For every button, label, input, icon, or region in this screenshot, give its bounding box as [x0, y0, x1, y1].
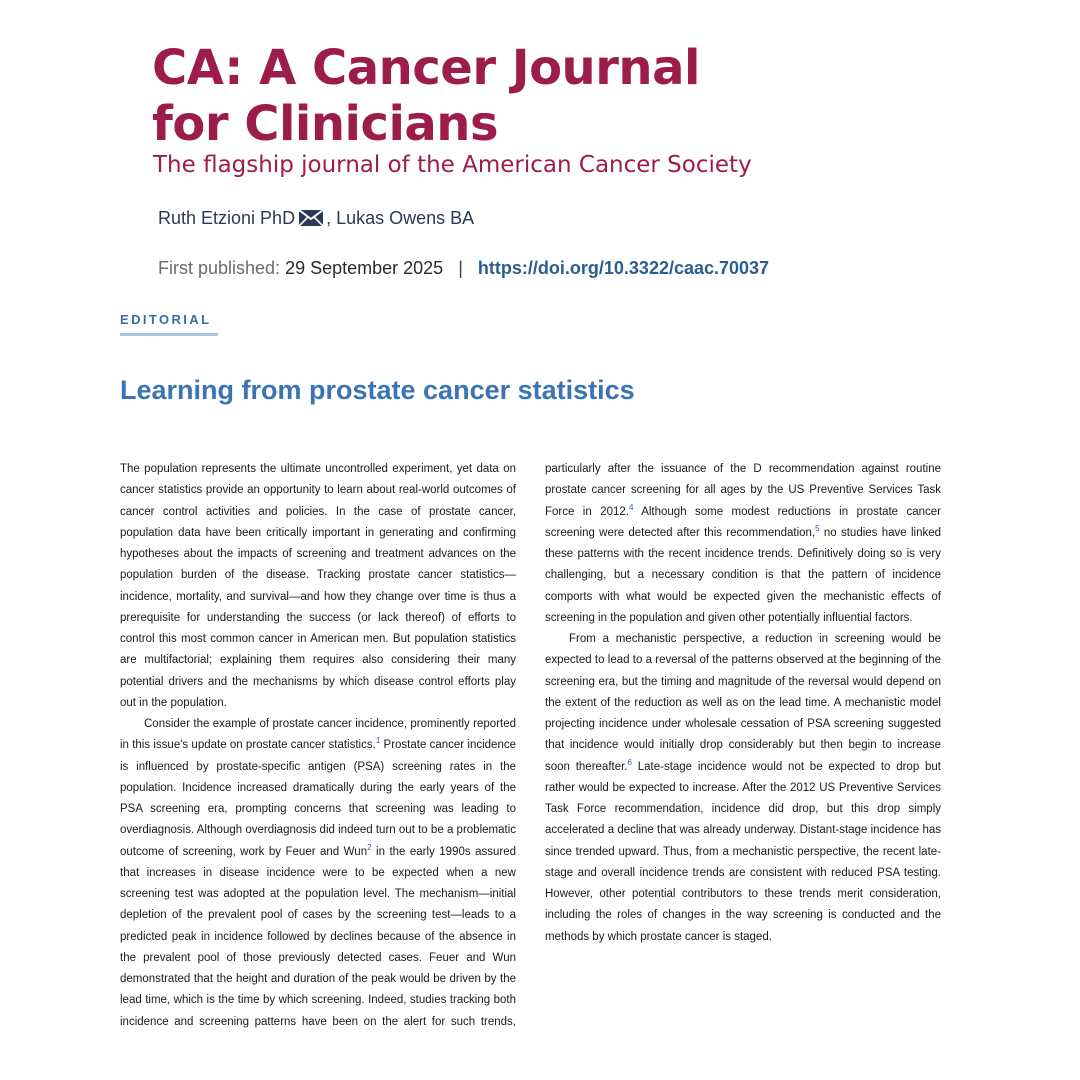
body-text: Late-stage incidence would not be expected to drop but rather would be expected to increase. After the 2012 US Preventive Services Task Force recommendation, incidence did drop, but this drop simply accelerated a decline that was already underway. Distant-stage incidence has since trended upward. Thus, from a mechanistic perspective, the recent late-stage and overall incidence trends are consistent with reduced PSA testing. However, other potential contributors to these trends merit consideration, including the roles of changes in the way screening is conducted and the methods by which prostate cancer is staged. — [545, 760, 941, 943]
published-label: First published: — [158, 258, 281, 278]
author-lukas-owens[interactable]: Lukas Owens BA — [336, 208, 475, 228]
reference-link[interactable]: 5 — [815, 523, 820, 533]
author-separator: , — [326, 208, 332, 228]
journal-title-line-1: CA: A Cancer Journal — [152, 40, 700, 96]
section-label: EDITORIAL — [120, 312, 218, 336]
body-text: Prostate cancer incidence is influenced by prostate-specific antigen (PSA) screening rates in the population. Incidence increased dramatically during the early years of the PSA screening era, prompting concerns that screening was leading to overdiagnosis. Although overdiagnosis did indeed turn out to be a problematic outcome of screening, work by Feuer and Wun — [120, 739, 516, 858]
body-paragraph-1: The population represents the ultimate uncontrolled experiment, yet data on cancer statistics provide an opportunity to learn about real-world outcomes of cancer control activities and policies. In the case of prostate cancer, population data have been critically important in generating and confirming hypotheses about the impacts of screening and treatment advances on the population burden of the disease. Tracking prostate cancer statistics—incidence, mortality, and survival—and how they change over time is thus a prerequisite for understanding the success (or lack thereof) of efforts to control this most common cancer in American men. But population statistics are multifactorial; explaining them requires also considering their many potential drivers and the mechanisms by which disease control efforts play out in the population. — [120, 463, 516, 709]
article-title: Learning from prostate cancer statistics — [120, 375, 635, 405]
journal-title-line-2: for Clinicians — [152, 96, 499, 152]
body-text: From a mechanistic perspective, a reduction in screening would be expected to lead to a reversal of the patterns observed at the beginning of the screening era, but the timing and magnitude of the reversal would depend on the extent of the reduction as well as on the lead time. A mechanistic model projecting incidence under wholesale cessation of PSA screening suggested that incidence would initially drop considerably but then begin to increase soon thereafter. — [545, 633, 941, 773]
journal-title — [152, 40, 700, 152]
body-text: Although some modest reductions in prostate cancer screening were detected after this recommendation, — [545, 505, 941, 539]
doi-link[interactable]: https://doi.org/10.3322/caac.70037 — [477, 258, 770, 278]
author-list — [158, 205, 474, 231]
article-body-column-left — [120, 459, 941, 1049]
body-text: Consider the example of prostate cancer incidence, prominently reported in this issue's update on prostate cancer statistics. — [120, 718, 516, 752]
reference-link[interactable]: 4 — [628, 502, 634, 512]
reference-link[interactable]: 1 — [375, 736, 381, 746]
published-date: 29 September 2025 — [285, 258, 444, 278]
body-text: in the early 1990s assured that increases in disease incidence were to be expected when a new screening test was adopted at the population level. The mechanism—initial depletion of the prevalent pool of cases by the screening test—leads to a predicted peak in incidence followed by declines because of the absence in the prevalent pool of those previously detected cases. Feuer and Wun demonstrated that the height and duration of the peak would be driven by the lead time, which is the time by which screening. Indeed, studies tracking both incidence and screening patterns have been on the alert for such trends, particularly after the issuance of the D recommendation against routine prostate cancer screening for all ages by the US Preventive Services Task Force in 2012. — [120, 463, 941, 1028]
journal-tagline: The flagship journal of the American Cancer Society — [153, 152, 752, 178]
reference-link[interactable]: 6 — [627, 757, 632, 767]
author-ruth-etzioni[interactable]: Ruth Etzioni PhD — [158, 208, 296, 228]
reference-link[interactable]: 2 — [367, 842, 372, 852]
body-text: no studies have linked these patterns with the recent incidence trends. Definitively doing so is very challenging, but a necessary condition is that the pattern of incidence comports with what would be expected given the mechanistic effects of screening in the population and given other potentially influential factors. — [545, 526, 941, 624]
body-paragraph-3 — [545, 629, 941, 948]
publication-info — [158, 255, 769, 281]
mail-icon[interactable] — [298, 208, 324, 228]
publication-separator: | — [458, 258, 463, 278]
